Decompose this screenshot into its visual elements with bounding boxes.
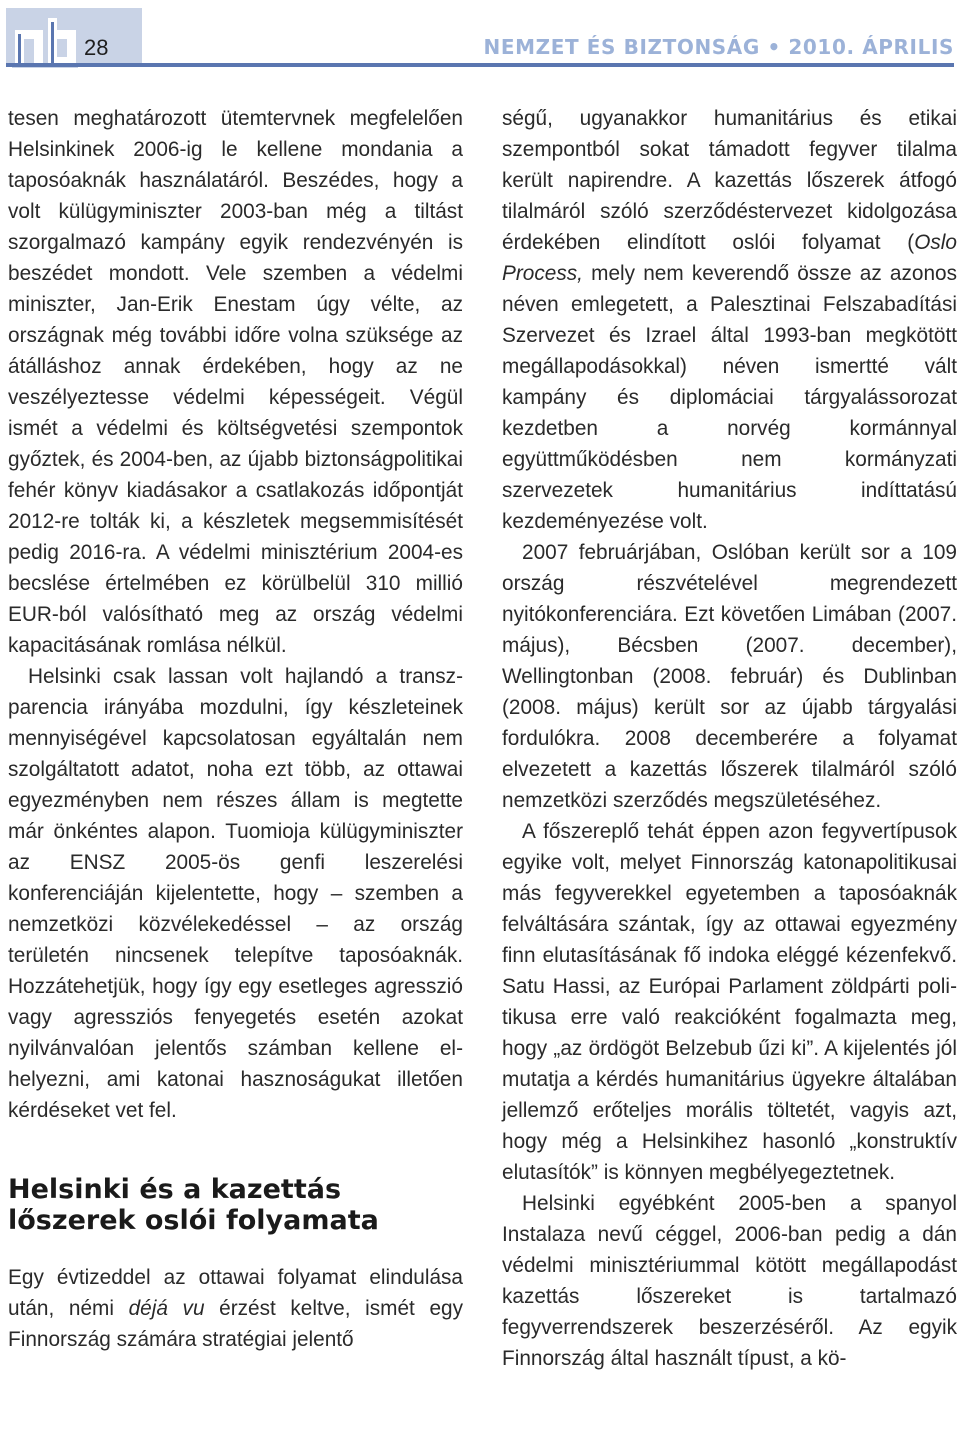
paragraph: Helsinki csak lassan volt hajlandó a transzparencia irányába mozdulni, így készleteinek mennyiségével kapcsolatosan egyáltalán nem szolgáltatott adatot, noha ezt több, az ottawai egyezményben nem részes állam is megtette már önkéntes alapon. Tuomioja külügyminiszter az ENSZ 2005-ös genfi leszerelési konferenciáján kijelentette, hogy – szemben a nemzetközi közvélekedéssel – az ország területén nincsenek telepítve taposóaknák. Hozzátehetjük, hogy így egy esetleges agresszió vagy agressziós fenyegetés esetén azokat nyilvánvalóan jelentős számban kellene elhelyezni, ami katonai hasznoságukat illetően kérdéseket vet fel. xyxy=(8,665,463,1122)
header-rule xyxy=(6,63,954,67)
right-column xyxy=(502,103,957,1374)
nb-logo-icon xyxy=(12,14,78,68)
paragraph: 2007 februárjában, Oslóban került sor a 109 ország részvételével megrendezett nyitókonferenciára. Ezt követően Limában (2007. május), Bécsben (2007. december), Wellingtonban (2008. február) és Dublinban (2008. május) került sor az újabb tárgyalási fordulókra. 2008 decemberére a folyamat elvezetett a kazettás lőszerek tilalmáról szóló nemzetközi szerződés megszületéséhez. xyxy=(502,541,957,812)
page-header xyxy=(0,0,960,72)
journal-title: NEMZET ÉS BIZTONSÁG • 2010. ÁPRILIS xyxy=(483,35,954,59)
paragraph: Egy évtizeddel az ottawai folyamat elindulása után, némi déjá vu érzést keltve, ismét egy Finnország számára stratégiai jelentő xyxy=(8,1266,463,1351)
paragraph: tesen meghatározott ütemtervnek megfelelően Helsinkinek 2006-ig le kellene mondania a taposóaknák használatáról. Beszédes, hogy a volt külügyminiszter 2003-ban még a tiltást szorgalmazó kampány egyik rendezvényén is beszédet mondott. Vele szemben a védelmi miniszter, Jan-Erik Enestam úgy vélte, az országnak még további időre volna szüksége az átálláshoz annak érdekében, hogy az ne veszélyeztesse védelmi képességeit. Végül ismét a védelmi és költségvetési szempontok győztek, és 2004-ben, az újabb biztonságpolitikai fehér könyv kiadásakor a csatlakozás időpontját 2012-re tolták ki, a készletek megsemmisítését pedig 2016-ra. A védelmi minisztérium 2004-es becslése értelmében ez körülbelül 310 millió EUR-ból valósítható meg az ország védelmi kapacitásának romlása nélkül. xyxy=(8,107,463,657)
section-heading: Helsinki és a kazettás lőszerek oslói folyamata xyxy=(8,1174,379,1236)
left-column xyxy=(8,103,463,1355)
page-number: 28 xyxy=(84,35,109,60)
paragraph: ségű, ugyanakkor humanitárius és etikai szempontból sokat támadott fegyver tilalma került napirendre. A kazettás lőszerek átfogó tilalmáról szóló szerződéstervezet kidolgozása érdekében elindított oslói folyamat (Oslo Process, mely nem keverendő össze az azonos néven emlegetett, a Palesztinai Felszabadítási Szervezet és Izrael által 1993-ban megkötött megállapodásokkal) néven ismertté vált kampány és diplomáciai tárgyalássorozat kezdetben a norvég kormánnyal együttműködésben nem kormányzati szervezetek humanitárius indíttatású kezdeményezése volt. xyxy=(502,107,957,533)
italic-phrase: Oslo Process, xyxy=(502,231,957,285)
italic-phrase: déjá vu xyxy=(128,1297,205,1320)
paragraph: A főszereplő tehát éppen azon fegyvertípusok egyike volt, melyet Finnország katonapolitikusai más fegyverekkel egyetemben a taposóaknák felváltására szántak, így az ottawai egyezmény finn elutasításának fő indoka eléggé kézenfekvő. Satu Hassi, az Európai Parlament zöldpárti politikusa erre való reakcióként fogalmazta meg, hogy „az ördögöt Belzebub űzi ki”. A kijelentés jól mutatja a kérdés humanitárius ügyekre általában jellemző erőteljes morális töltetét, vagyis azt, hogy még a Helsinkihez hasonló „konstruktív elutasítók” is könnyen megbélyegeztetnek. xyxy=(502,820,957,1184)
logo-panel xyxy=(6,8,142,63)
paragraph: Helsinki egyébként 2005-ben a spanyol Instalaza nevű céggel, 2006-ban pedig a dán védelmi minisztériummal kötött megállapodást kazettás lőszereket is tartalmazó fegyverrendszerek beszerzéséről. Az egyik Finnország által használt típust, a kö- xyxy=(502,1192,957,1370)
